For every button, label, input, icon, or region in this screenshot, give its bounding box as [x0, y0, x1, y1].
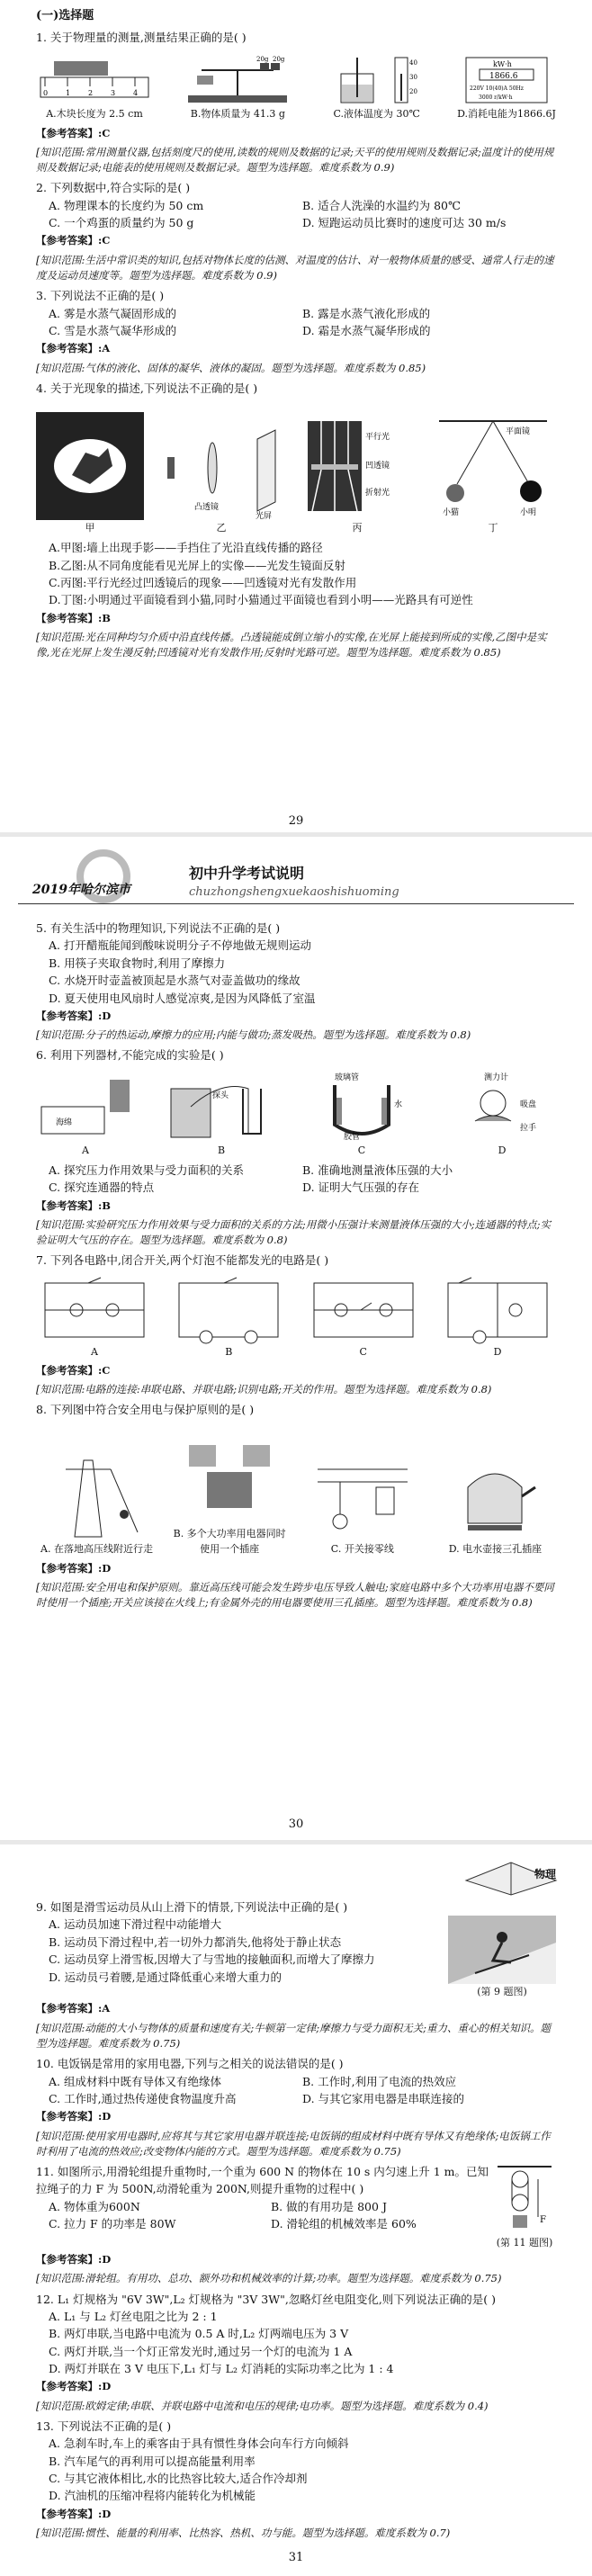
label-screen: 光屏	[256, 512, 273, 521]
page-30	[0, 837, 592, 1844]
pressure-probe-figure	[167, 1071, 275, 1158]
option-b: B. 工作时,利用了电流的热效应	[302, 2074, 457, 2088]
option-b: B.乙图:从不同角度能看见光屏上的实像——光发生镜面反射	[49, 558, 345, 572]
option-d: D. 滑轮组的机械效率是 60%	[271, 2217, 417, 2231]
section-title: (一)选择题	[36, 9, 94, 22]
page-number: 30	[288, 1818, 304, 1831]
option-a: A. 探究压力作用效果与受力面积的关系	[49, 1162, 244, 1177]
figure-label-b: B	[217, 1144, 226, 1156]
label-concave-lens: 凹透镜	[365, 462, 390, 471]
question-12-stem: 12. L₁ 灯规格为 "6V 3W",L₂ 灯规格为 "3V 3W",忽略灯丝电阻变化,则下列说法正确的是( )	[36, 2292, 497, 2306]
option-c: C. 拉力 F 的功率是 80W	[49, 2217, 176, 2231]
figure-label-c: C	[359, 1345, 367, 1358]
option-a: A. 运动员加速下滑过程中动能增大	[49, 1917, 221, 1932]
balance-figure	[179, 56, 296, 121]
option-d: D. 短跑运动员比赛时的速度可达 30 m/s	[302, 216, 507, 230]
label-force-meter: 测力计	[484, 1073, 509, 1082]
subject-badge: 物理	[534, 1868, 556, 1880]
figure-11-caption: (第 11 题图)	[496, 2237, 553, 2249]
figure-label-d: D	[493, 1345, 502, 1358]
option-a: A. 雾是水蒸气凝固形成的	[49, 306, 176, 320]
ruler-tick-2: 2	[88, 89, 94, 98]
option-c: C. 工作时,通过热传递使食物温度升高	[49, 2091, 237, 2105]
page-29	[0, 0, 592, 837]
meter-spec-2: 3000 r/kW·h	[478, 94, 513, 102]
option-d: D.消耗电能为1866.6J	[457, 108, 556, 121]
figure-label-b: B	[225, 1345, 233, 1358]
page-header-badge	[457, 1853, 565, 1902]
force-label-f: F	[540, 2215, 546, 2226]
option-b: B. 准确地测量液体压强的大小	[302, 1162, 453, 1177]
question-7-explain: [知识范围:电路的连接:串联电路、并联电路;识别电路;开关的作用。题型为选择题。难度系数为 0.8)	[36, 1382, 492, 1396]
question-3-stem: 3. 下列说法不正确的是( )	[36, 289, 165, 303]
caption-d: D. 电水壶接三孔插座	[448, 1543, 543, 1556]
figure-label-a: A	[91, 1345, 98, 1358]
skier-figure	[448, 1916, 556, 1999]
concave-lens-figure	[299, 412, 416, 535]
caption-b: B. 多个大功率用电器同时使用一个插座	[173, 1528, 286, 1556]
question-10-explain: [知识范围:使用家用电器时,应将其与其它家用电器并联连接;电饭锅的组成材料中既有导体又有绝缘体;电饭锅工作时利用了电流的热效应;改变物体内能的方式。题型为选择题。难度系数为 0.75)	[36, 2129, 551, 2158]
option-a: A.甲图:墙上出现手影——手挡住了光沿直线传播的路径	[49, 541, 323, 555]
page-header	[0, 849, 592, 912]
option-d: D. 两灯并联在 3 V 电压下,L₁ 灯与 L₂ 灯消耗的实际功率之比为 1 : 4	[49, 2362, 394, 2376]
question-13-stem: 13. 下列说法不正确的是( )	[36, 2419, 172, 2433]
label-plane-mirror: 平面镜	[506, 427, 531, 437]
figure-label-a: A	[82, 1144, 89, 1156]
question-3-explain: [知识范围:气体的液化、固体的凝华、液体的凝固。题型为选择题。难度系数为 0.85)	[36, 361, 426, 374]
header-title: 初中升学考试说明	[189, 865, 305, 882]
convex-lens-figure	[158, 412, 284, 535]
option-a: A. 组成材料中既有导体又有绝缘体	[49, 2074, 221, 2088]
question-13-explain: [知识范围:惯性、能量的利用率、比热容、热机、功与能。题型为选择题。难度系数为 0.7)	[36, 2527, 451, 2540]
option-b: B. 运动员下滑过程中,若一切外力都消失,他将处于静止状态	[49, 1934, 342, 1949]
question-8-stem: 8. 下列图中符合安全用电与保护原则的是( )	[36, 1403, 255, 1417]
suction-cup-figure	[448, 1071, 556, 1158]
switch-neutral-figure	[301, 1451, 423, 1557]
option-c: C. 运动员穿上滑雪板,因增大了与雪地的接触面积,而增大了摩擦力	[49, 1952, 375, 1967]
multi-plug-figure	[169, 1436, 291, 1557]
option-b: B. 用筷子夹取食物时,利用了摩擦力	[49, 956, 226, 970]
header-pinyin: chuzhongshengxuekaoshishuoming	[189, 885, 399, 899]
label-kitten: 小猫	[443, 508, 460, 518]
label-hose: 胶管	[344, 1132, 361, 1142]
option-b: B. 汽车尾气的再利用可以提高能量利用率	[49, 2454, 256, 2468]
question-2-stem: 2. 下列数据中,符合实际的是( )	[36, 181, 191, 195]
page-31	[0, 1844, 592, 2576]
option-d: D. 与其它家用电器是串联连接的	[302, 2091, 465, 2105]
question-6-answer: 【参考答案】:B	[36, 1198, 111, 1212]
question-5-answer: 【参考答案】:D	[36, 1009, 112, 1022]
plane-mirror-figure	[430, 412, 556, 535]
circuit-a	[36, 1276, 153, 1360]
meter-reading: 1866.6	[489, 72, 518, 82]
figure-label-bing: 丙	[352, 522, 363, 534]
ruler-tick-3: 3	[111, 89, 116, 98]
question-7-answer: 【参考答案】:C	[36, 1363, 111, 1377]
question-1-figures	[36, 50, 556, 122]
option-c: C. 一个鸡蛋的质量约为 50 g	[49, 216, 194, 230]
question-2-explain: [知识范围:生活中常识类的知识,包括对物体长度的估测、对温度的估计、对一般物体质量的感受、通常人行走的速度及运动员速度等。题型为选择题。难度系数为 0.9)	[36, 253, 554, 282]
option-b: B. 两灯串联,当电路中电流为 0.5 A 时,L₂ 灯两端电压为 3 V	[49, 2327, 349, 2341]
circuit-d	[439, 1276, 556, 1360]
option-d: D. 夏天使用电风扇时人感觉凉爽,是因为风降低了室温	[49, 991, 316, 1005]
option-c: C. 两灯并联,当一个灯正常发光时,通过另一个灯的电流为 1 A	[49, 2344, 353, 2358]
label-handle: 拉手	[520, 1123, 537, 1133]
shadow-figure	[36, 412, 144, 535]
question-7-stem: 7. 下列各电路中,闭合开关,两个灯泡不能都发光的电路是( )	[36, 1253, 329, 1268]
figure-label-d: D	[498, 1144, 507, 1156]
meter-unit: kW·h	[492, 60, 512, 69]
option-a: A. 物理课本的长度约为 50 cm	[49, 198, 204, 212]
header-year: 2019年哈尔滨市	[32, 883, 130, 897]
figure-label-ding: 丁	[488, 522, 498, 534]
option-a: A. 急刹车时,车上的乘客由于具有惯性身体会向车行方向倾斜	[49, 2437, 349, 2451]
question-1-explain: [知识范围:常用测量仪器,包括刻度尺的使用,读数的规则及数据的记录;天平的使用规则及数据记录;温度计的使用规则及数据记录;电能表的使用规则及数据记录。题型为选择题。难度系数为 0.9)	[36, 145, 554, 175]
option-c: C.丙图:平行光经过凹透镜后的现象——凹透镜对光有发散作用	[49, 575, 357, 589]
kettle-figure	[435, 1451, 556, 1557]
option-c: C. 探究连通器的特点	[49, 1180, 155, 1195]
sponge-figure	[36, 1071, 135, 1158]
question-10-stem: 10. 电饭锅是常用的家用电器,下列与之相关的说法错误的是( )	[36, 2057, 344, 2071]
option-d: D.丁图:小明通过平面镜看到小猫,同时小猫通过平面镜也看到小明——光路具有可逆性	[49, 593, 473, 607]
question-8-explain: [知识范围:安全用电和保护原则。靠近高压线可能会发生跨步电压导致人触电;家庭电路中多个大功率用电器不要同时使用一个插座;开关应该接在火线上;有金属外壳的用电器要使用三孔插座。题型为选择题。难度系数为 0.8)	[36, 1580, 554, 1609]
weight-label-1: 20g	[256, 56, 269, 64]
question-6-stem: 6. 利用下列器材,不能完成的实验是( )	[36, 1048, 224, 1063]
option-c: C. 雪是水蒸气凝华形成的	[49, 323, 177, 337]
thermo-tick-40: 40	[408, 59, 417, 67]
question-8-answer: 【参考答案】:D	[36, 1561, 112, 1575]
page-number: 29	[288, 814, 304, 828]
label-suction-cup: 吸盘	[520, 1100, 537, 1109]
question-10-options	[49, 2073, 556, 2108]
option-b: B. 露是水蒸气液化形成的	[302, 306, 431, 320]
question-4-figures	[36, 400, 556, 535]
header-rule	[18, 903, 574, 904]
communicating-vessel-figure	[308, 1071, 416, 1158]
question-5-explain: [知识范围:分子的热运动,摩擦力的应用;内能与做功;蒸发吸热。题型为选择题。难度系数为 0.8)	[36, 1028, 471, 1042]
question-8-figures	[36, 1423, 556, 1557]
question-6-figures	[36, 1068, 556, 1158]
thermo-tick-30: 30	[408, 74, 417, 82]
option-c: C.液体温度为 30℃	[333, 108, 420, 121]
figure-label-yi: 乙	[216, 522, 227, 534]
label-water: 水	[394, 1100, 403, 1109]
question-10-answer: 【参考答案】:D	[36, 2110, 112, 2123]
option-c: C. 与其它液体相比,水的比热容比较大,适合作冷却剂	[49, 2472, 308, 2486]
question-4-explain: [知识范围:光在同种均匀介质中沿直线传播。凸透镜能成倒立缩小的实像,在光屏上能接到所成的实像,乙图中是实像,光在光屏上发生漫反射;凹透镜对光有发散作用;反射时光路可逆。题型为选择题。难度系数为 0.85)	[36, 630, 547, 660]
high-voltage-figure	[36, 1451, 157, 1557]
option-b: B. 适合人洗澡的水温约为 80℃	[302, 198, 461, 212]
question-9-stem: 9. 如图是滑雪运动员从山上滑下的情景,下列说法中正确的是( )	[36, 1900, 348, 1914]
question-6-options	[49, 1162, 556, 1197]
option-b: B. 做的有用功是 800 J	[271, 2199, 387, 2213]
question-9-explain: [知识范围:动能的大小与物体的质量和速度有关;牛顿第一定律;摩擦力与受力面积无关;重力、重心的相关知识。题型为选择题。难度系数为 0.75)	[36, 2021, 551, 2050]
option-a: A.木块长度为 2.5 cm	[46, 108, 143, 121]
label-glass-tube: 玻璃管	[335, 1073, 360, 1082]
question-1-stem: 1. 关于物理量的测量,测量结果正确的是( )	[36, 31, 247, 45]
question-12-answer: 【参考答案】:D	[36, 2380, 112, 2393]
label-convex-lens: 凸透镜	[194, 503, 220, 513]
label-xiaoming: 小明	[520, 508, 537, 518]
question-7-figures	[36, 1273, 556, 1360]
page-number: 31	[288, 2551, 304, 2564]
question-2-answer: 【参考答案】:C	[36, 234, 111, 247]
question-2-options	[49, 197, 556, 232]
question-11-body	[36, 2163, 556, 2250]
question-4-answer: 【参考答案】:B	[36, 611, 111, 624]
option-d: D. 汽油机的压缩冲程将内能转化为机械能	[49, 2489, 256, 2503]
pulley-figure	[493, 2163, 556, 2250]
question-5-stem: 5. 有关生活中的物理知识,下列说法不正确的是( )	[36, 921, 281, 935]
thermo-tick-20: 20	[408, 88, 417, 96]
option-d: D. 霜是水蒸气凝华形成的	[302, 323, 431, 337]
question-11-answer: 【参考答案】:D	[36, 2253, 112, 2266]
question-1-answer: 【参考答案】:C	[36, 126, 111, 139]
circuit-b	[170, 1276, 287, 1360]
question-11-stem: 11. 如图所示,用滑轮组提升重物时,一个重为 600 N 的物体在 10 s 内匀速上升 1 m。已知拉绳子的力 F 为 500N,动滑轮重为 200N,则提升重物的过程中( )	[36, 2165, 489, 2196]
question-11-options	[49, 2198, 493, 2233]
caption-c: C. 开关接零线	[330, 1543, 394, 1556]
question-4-stem: 4. 关于光现象的描述,下列说法不正确的是( )	[36, 381, 258, 395]
ruler-figure	[36, 56, 153, 121]
circuit-c	[305, 1276, 422, 1360]
question-9-answer: 【参考答案】:A	[36, 2002, 111, 2015]
question-12-explain: [知识范围:欧姆定律;串联、并联电路中电流和电压的规律;电功率。题型为选择题。难度系数为 0.4)	[36, 2399, 489, 2412]
option-d: D. 运动员弓着腰,是通过降低重心来增大重力的	[49, 1970, 282, 1984]
label-parallel-light: 平行光	[365, 433, 390, 443]
question-3-answer: 【参考答案】:A	[36, 342, 111, 355]
question-13-answer: 【参考答案】:D	[36, 2507, 112, 2520]
option-c: C. 水烧开时壶盖被顶起是水蒸气对壶盖做功的缘故	[49, 974, 300, 988]
question-6-explain: [知识范围:实验研究压力作用效果与受力面积的关系的方法;用微小压强计来测量液体压强的大小;连通器的特点;实验证明大气压的存在。题型为选择题。难度系数为 0.8)	[36, 1217, 551, 1246]
question-11-explain: [知识范围:滑轮组。有用功、总功、额外功和机械效率的计算;功率。题型为选择题。难度系数为 0.75)	[36, 2272, 502, 2285]
caption-a: A. 在落地高压线附近行走	[40, 1543, 153, 1556]
electric-meter-figure	[457, 56, 556, 121]
option-a: A. 打开醋瓶能闻到酸味说明分子不停地做无规则运动	[49, 938, 311, 953]
option-a: A. L₁ 与 L₂ 灯丝电阻之比为 2 : 1	[49, 2309, 218, 2323]
option-a: A. 物体重为600N	[49, 2199, 140, 2213]
question-3-options	[49, 305, 556, 340]
option-d: D. 证明大气压强的存在	[302, 1180, 420, 1195]
weight-label-2: 20g	[273, 56, 285, 64]
option-b: B.物体质量为 41.3 g	[190, 108, 285, 121]
figure-label-c: C	[357, 1144, 366, 1156]
figure-9-caption: (第 9 题图)	[477, 1986, 527, 1998]
meter-spec-1: 220V 10(40)A 50Hz	[469, 85, 524, 93]
ruler-tick-1: 1	[66, 89, 71, 98]
ruler-tick-0: 0	[43, 89, 49, 98]
label-refracted-light: 折射光	[365, 489, 390, 498]
label-probe: 探头	[212, 1091, 229, 1100]
question-9-body	[36, 1916, 556, 1999]
ruler-tick-4: 4	[133, 89, 139, 98]
figure-label-jia: 甲	[85, 522, 95, 534]
label-sponge: 海绵	[56, 1117, 73, 1127]
thermometer-figure	[323, 56, 431, 121]
